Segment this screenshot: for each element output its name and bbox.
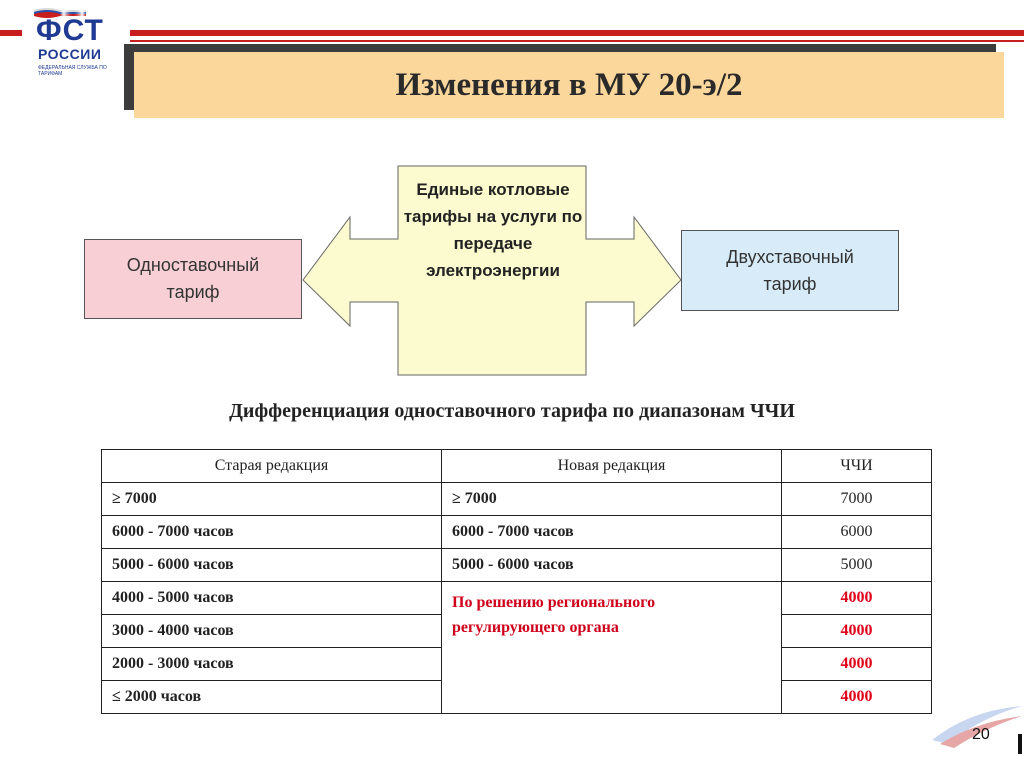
logo-subtitle: ФЕДЕРАЛЬНАЯ СЛУЖБА ПО ТАРИФАМ [38,65,107,77]
cell-new: ≥ 7000 [442,483,782,516]
cell-hours: 4000 [782,582,932,615]
cell-hours: 5000 [782,549,932,582]
table-row [102,549,932,582]
cell-old: 3000 - 4000 часов [102,615,442,648]
single-rate-tariff-box [84,239,302,319]
two-rate-tariff-box [681,230,899,311]
cell-hours: 4000 [782,615,932,648]
unified-tariffs-label: Единые котловые тарифы на услуги по передаче электроэнергии [403,180,583,280]
cell-hours: 6000 [782,516,932,549]
two-rate-tariff-label: Двухставочный тариф [726,246,854,294]
single-rate-tariff-label: Одноставочный тариф [126,255,260,302]
cell-new: 6000 - 7000 часов [442,516,782,549]
cell-old: 5000 - 6000 часов [102,549,442,582]
table-row [102,582,932,615]
cell-old: 6000 - 7000 часов [102,516,442,549]
cell-old: 4000 - 5000 часов [102,582,442,615]
cell-new-merged-regional-decision: По решению регионального регулирующего органа [442,582,782,714]
header-new-edition: Новая редакция [442,450,782,483]
cell-hours: 4000 [782,681,932,714]
cell-old: ≤ 2000 часов [102,681,442,714]
page-number: 20 [972,726,990,743]
logo-abbreviation: ФСТ [36,14,104,47]
slide-title: Изменения в МУ 20-э/2 [395,66,743,103]
cell-new: 5000 - 6000 часов [442,549,782,582]
header-hours: ЧЧИ [782,450,932,483]
table-caption: Дифференциация одноставочного тарифа по диапазонам ЧЧИ [229,400,795,422]
cell-old: ≥ 7000 [102,483,442,516]
header-old-edition: Старая редакция [102,450,442,483]
cell-old: 2000 - 3000 часов [102,648,442,681]
logo-country: РОССИИ [38,46,102,62]
table-row [102,516,932,549]
table-header-row [102,450,932,483]
corner-mark [1018,734,1022,754]
cell-hours: 7000 [782,483,932,516]
cell-hours: 4000 [782,648,932,681]
table-row [102,483,932,516]
tariff-differentiation-table [101,449,932,714]
